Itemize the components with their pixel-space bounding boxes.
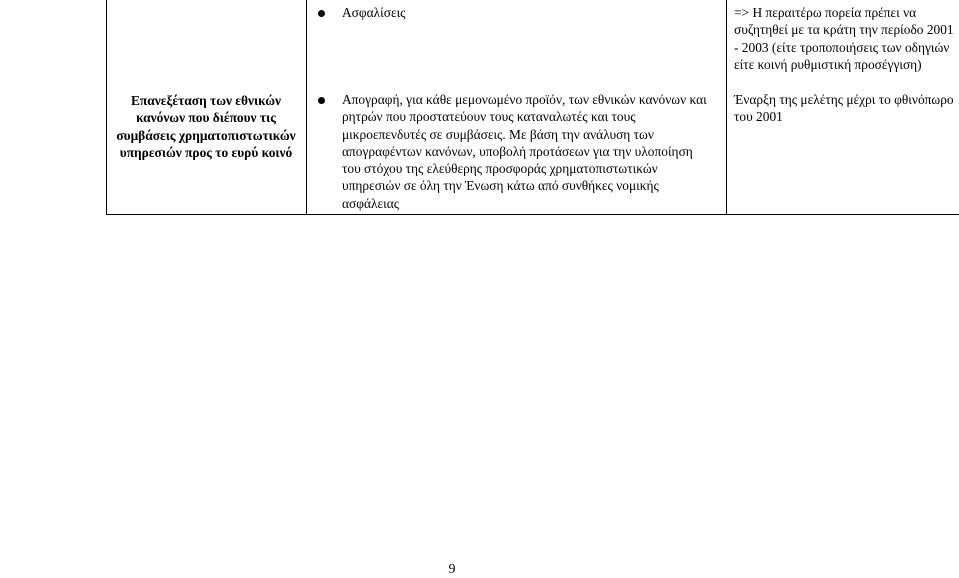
timing-note: => Η περαιτέρω πορεία πρέπει να συζητηθεί με τα κράτη την περίοδο 2001 - 2003 (είτε τροποποιήσεις των οδηγιών είτε κοινή ρυθμιστική προσέγγιση)	[734, 5, 954, 72]
table-row-heading: Επανεξέταση των εθνικών κανόνων που διέπουν τις συμβάσεις χρηματοπιστωτικών υπηρεσιών προς το ευρύ κοινό	[116, 93, 296, 160]
table-column-divider-2	[726, 0, 727, 215]
list-item-text: Απογραφή, για κάθε μεμονωμένο προϊόν, των εθνικών κανόνων και ρητρών που προστατεύουν τους καταναλωτές και τους μικροεπενδυτές σε συμβάσεις. Με βάση την ανάλυση των απογραφέντων κανόνων, υποβολή προτάσεων για την υλοποίηση του στόχου της ελεύθερης προσφοράς χρηματοπιστωτικών υπηρεσιών σε όλη την Ένωση κάτω από συνθήκες νομικής ασφάλειας	[342, 92, 707, 211]
list-item-text: Ασφαλίσεις	[342, 5, 406, 20]
page-number: 9	[448, 562, 456, 577]
table-column-divider-1	[306, 0, 307, 215]
timing-note: Έναρξη της μελέτης μέχρι το φθινόπωρο του 2001	[734, 92, 954, 125]
bullet-icon	[318, 10, 325, 17]
bullet-icon	[318, 97, 325, 104]
table-border-left	[106, 0, 107, 215]
table-border-bottom	[106, 214, 959, 215]
